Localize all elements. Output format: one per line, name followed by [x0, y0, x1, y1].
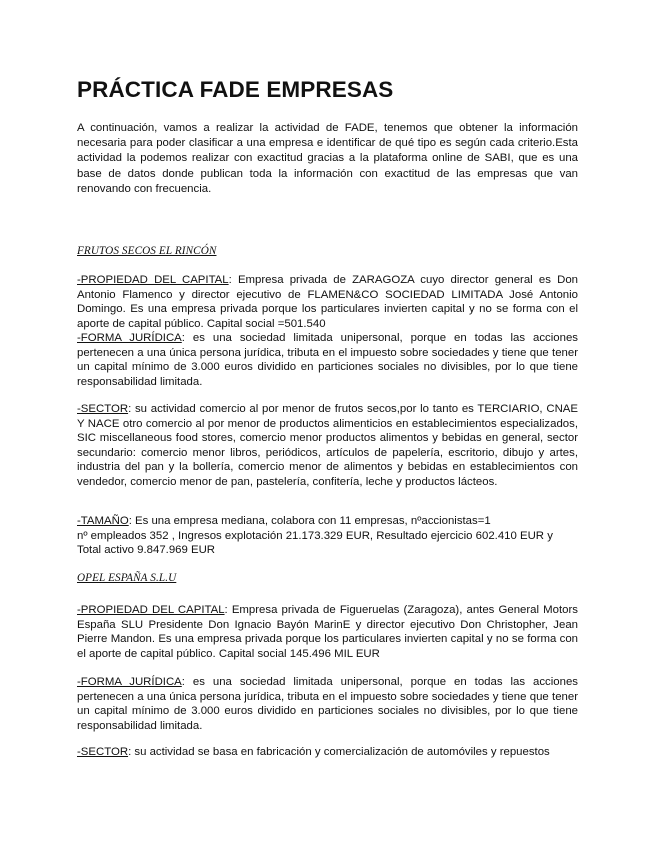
- company1-sector-text: : su actividad comercio al por menor de frutos secos,por lo tanto es TERCIARIO, CNAE Y NACE otro comercio al por menor de productos alimenticios en establecimientos especializados, SIC miscellaneous food stores, comercio menor productos alimentos y bebidas en general, sector secundario: comercio menor libros, periódicos, artículos de papelería, escritorio, dibujo y artes, industria del pan y la bollería, comercio menor de alimentos y bebidas en establecimientos con vendedor, comercio menor de pan, pastelería, confitería, leche y productos lácteos.: [77, 403, 578, 488]
- company1-sector-label: -SECTOR: [77, 403, 129, 415]
- company2-propiedad-label: -PROPIEDAD DEL CAPITAL: [77, 604, 225, 616]
- company2-propiedad-text: : Empresa privada de Figueruelas (Zaragoza), antes General Motors España SLU Presidente Don Ignacio Bayón MarinE y director ejecutivo Don Christopher, Jean Pierre Mandon. Es una empresa privada porque los particulares invierten capital y no se forma con el aporte de capital público. Capital social 145.496 MIL EUR: [77, 604, 578, 660]
- company2-sector-paragraph: [77, 745, 578, 760]
- company1-forma-paragraph: [77, 331, 578, 389]
- company1-forma-text: : es una sociedad limitada unipersonal, porque en todas las acciones pertenecen a una única persona jurídica, tributa en el impuesto sobre sociedades y tiene que tener un capital mínimo de 3.000 euros dividido en particiones sociales no divisibles, por lo que tiene responsabilidad limitada.: [77, 332, 578, 388]
- company2-sector-text: : su actividad se basa en fabricación y comercialización de automóviles y repuestos: [128, 746, 550, 758]
- company1-propiedad-text: : Empresa privada de ZARAGOZA cuyo director general es Don Antonio Flamenco y director ejecutivo de FLAMEN&CO SOCIEDAD LIMITADA José Antonio Domingo. Es una empresa privada porque los particulares invierten capital y no se forma con el aporte de capital público. Capital social =501.540: [77, 274, 578, 330]
- company1-tamano-text: : Es una empresa mediana, colabora con 11 empresas, nºaccionistas=1: [128, 515, 491, 527]
- company1-sector-paragraph: [77, 402, 578, 490]
- company1-tamano-line2: nº empleados 352 , Ingresos explotación 21.173.329 EUR, Resultado ejercicio 602.410 EUR y: [77, 529, 553, 542]
- company2-propiedad-paragraph: [77, 603, 578, 661]
- company2-forma-text: : es una sociedad limitada unipersonal, porque en todas las acciones pertenecen a una única persona jurídica, tributa en el impuesto sobre sociedades y tiene que tener un capital mínimo de 3.000 euros dividido en particiones sociales no divisibles, por lo que tiene responsabilidad limitada.: [77, 676, 578, 732]
- company1-tamano-label: -TAMAÑO: [77, 515, 129, 527]
- company1-tamano-paragraph: [77, 514, 578, 558]
- company1-tamano-line3: Total activo 9.847.969 EUR: [77, 544, 216, 557]
- company2-forma-paragraph: [77, 675, 578, 733]
- company1-propiedad-paragraph: [77, 273, 578, 331]
- company2-sector-label: -SECTOR: [77, 746, 129, 758]
- intro-paragraph: A continuación, vamos a realizar la actividad de FADE, tenemos que obtener la información necesaria para poder clasificar a una empresa e identificar de qué tipo es según cada criterio.Esta actividad la podemos realizar con exactitud gracias a la plataforma online de SABI, que es una base de datos donde publican toda la información con exactitud de las empresas que van renovando con frecuencia.: [77, 122, 578, 195]
- company1-heading: FRUTOS SECOS EL RINCÓN: [77, 245, 217, 257]
- company2-forma-label: -FORMA JURÍDICA: [77, 676, 182, 688]
- page-title: PRÁCTICA FADE EMPRESAS: [77, 77, 394, 102]
- company2-heading: OPEL ESPAÑA S.L.U: [77, 572, 177, 584]
- company1-forma-label: -FORMA JURÍDICA: [77, 332, 182, 344]
- company1-propiedad-label: -PROPIEDAD DEL CAPITAL: [77, 274, 229, 286]
